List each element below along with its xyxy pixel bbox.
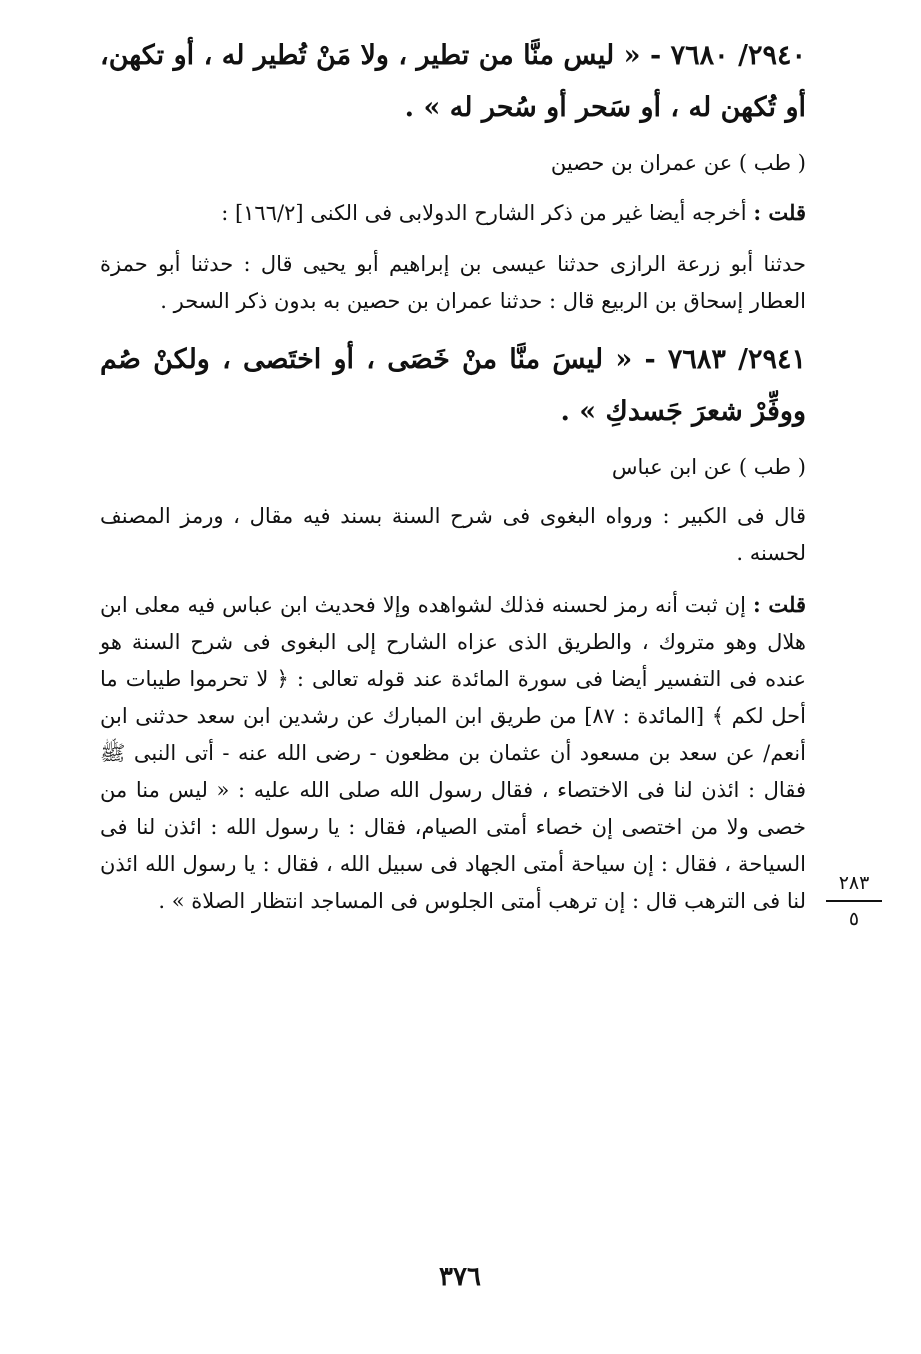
margin-reference-rule [826, 900, 882, 902]
commentary-qultu-1-text: أخرجه أيضا غير من ذكر الشارح الدولابى فى الكنى [١٦٦/٢] : [221, 201, 754, 225]
margin-reference-top: ٢٨٣ [838, 872, 870, 894]
hadith-2941-source: ( طب ) عن ابن عباس [611, 455, 806, 479]
margin-reference-bottom: ٥ [848, 908, 860, 930]
commentary-qultu-1 [100, 194, 806, 232]
kabir-paragraph: قال فى الكبير : ورواه البغوى فى شرح السنة بسند فيه مقال ، ورمز المصنف لحسنه . [100, 504, 806, 565]
qultu-label-2: قلت : [752, 592, 806, 617]
hadith-2940: ٢٩٤٠/ ٧٦٨٠ - « ليس منَّا من تطير ، ولا مَنْ تُطير له ، أو تكهن، أو تُكهن له ، أو سَحر أو سُحر له » . [100, 40, 806, 123]
main-text [100, 30, 806, 934]
hadith-2940-source: ( طب ) عن عمران بن حصين [550, 151, 806, 175]
commentary-qultu-2 [100, 586, 806, 920]
page-number: ٣٧٦ [439, 1262, 481, 1292]
margin-reference [826, 872, 882, 930]
qultu-label: قلت : [753, 200, 806, 225]
isnad-paragraph: حدثنا أبو زرعة الرازى حدثنا عيسى بن إبراهيم أبو يحيى قال : حدثنا أبو حمزة العطار إسحاق بن الربيع قال : حدثنا عمران بن حصين به بدون ذكر السحر . [100, 252, 806, 313]
hadith-2941: ٢٩٤١/ ٧٦٨٣ - « ليسَ منَّا منْ خَصَى ، أو اختَصى ، ولكنْ صُم ووفِّرْ شعرَ جَسدكِ » . [100, 344, 806, 427]
commentary-qultu-2-text: إن ثبت أنه رمز لحسنه فذلك لشواهده وإلا فحديث ابن عباس فيه معلى ابن هلال وهو متروك ، والطريق الذى عزاه الشارح إلى البغوى فى شرح السنة هو عنده فى التفسير أيضا فى سورة المائدة عند قوله تعالى : ﴿ لا تحرموا طيبات ما أحل لكم ﴾ [المائدة : ٨٧] من طريق ابن المبارك عن رشدين ابن سعد حدثنى ابن أنعم/ عن سعد بن مسعود أن عثمان بن مظعون - رضى الله عنه - أتى النبى ﷺ فقال : ائذن لنا فى الاختصاء ، فقال رسول الله صلى الله عليه : « ليس منا من خصى ولا من اختصى إن خصاء أمتى الصيام، فقال : يا رسول الله : ائذن لنا فى السياحة ، فقال : إن سياحة أمتى الجهاد فى سبيل الله ، فقال : يا رسول الله ائذن لنا فى الترهب قال : إن ترهب أمتى الجلوس فى المساجد انتظار الصلاة » . [100, 593, 806, 913]
